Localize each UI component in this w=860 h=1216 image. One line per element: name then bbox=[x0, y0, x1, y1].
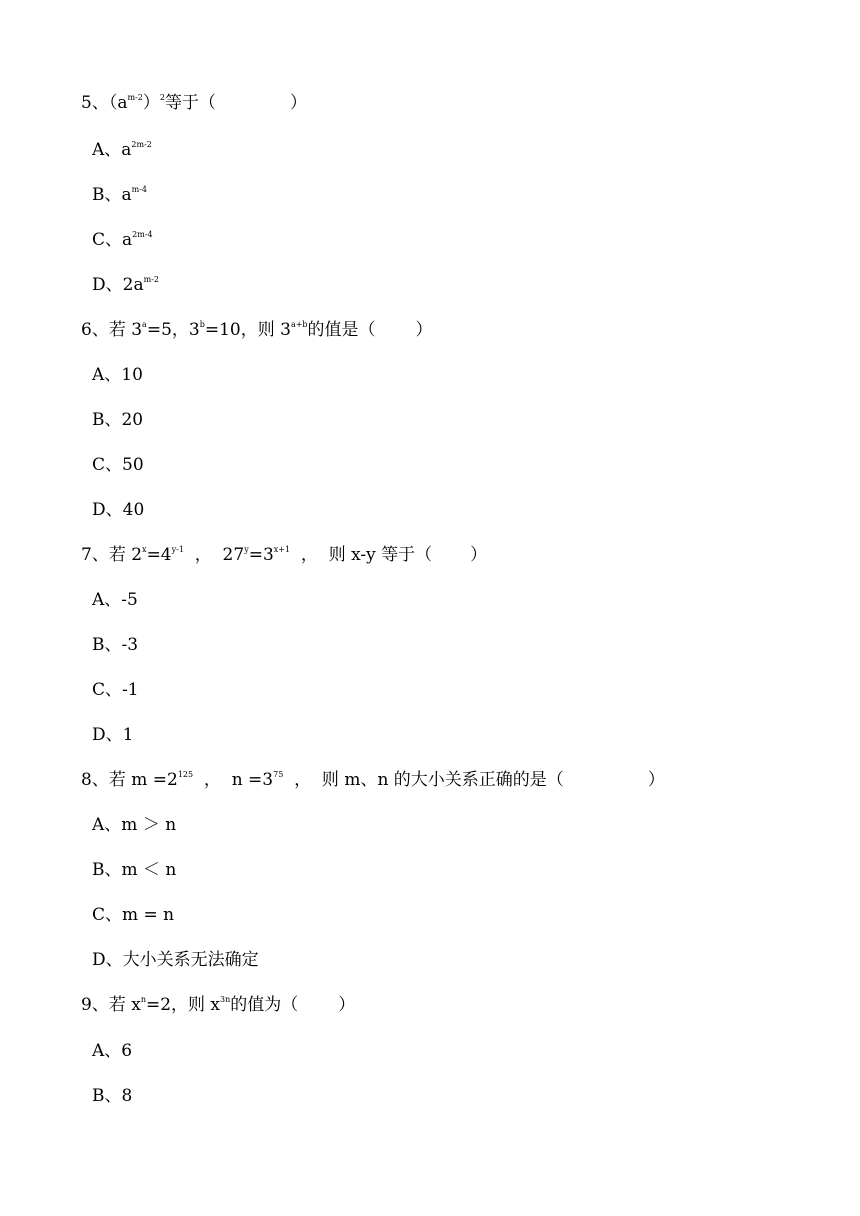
question-8-option-c: C、m = n bbox=[92, 905, 175, 925]
question-6-option-c: C、50 bbox=[92, 455, 144, 475]
question-9-option-a: A、6 bbox=[92, 1041, 133, 1061]
question-6-stem: 6、若 $3^a=5$，$3^b=10$，则 $3^{a+b}$的值是（ ） bbox=[81, 320, 433, 340]
question-8-option-b: B、m ＜ n bbox=[92, 860, 177, 880]
question-9-stem: 9、若 $x^n=2$，则 $x^{3n}$的值为（ ） bbox=[81, 995, 356, 1015]
question-8-option-d: D、大小关系无法确定 bbox=[92, 950, 259, 970]
question-7-option-d: D、1 bbox=[92, 725, 134, 745]
question-5-stem: 5、$(a^{m-2})^2$等于（ ） bbox=[81, 93, 307, 113]
question-8-option-a: A、m ＞ n bbox=[92, 815, 177, 835]
question-8-stem: 8、若 $m =2^{125}$ ， $n =3^{75}$ ， 则 m、n 的大小关系正确的是（ ） bbox=[81, 770, 665, 790]
question-5-option-b: B、$a^{m-4}$ bbox=[92, 185, 148, 205]
question-7-stem: 7、若 $2^x=4^{y-1}$ ， $27^y=3^{x+1}$ ， 则 x-y 等于（ ） bbox=[81, 545, 488, 565]
question-6-option-a: A、10 bbox=[92, 365, 143, 385]
question-5-option-c: C、$a^{2m-4}$ bbox=[92, 230, 153, 250]
question-5-option-a: A、$a^{2m-2}$ bbox=[92, 140, 152, 160]
question-9-option-b: B、8 bbox=[92, 1086, 133, 1106]
question-5-option-d: D、$2a^{m-2}$ bbox=[92, 275, 159, 295]
question-6-option-d: D、40 bbox=[92, 500, 145, 520]
question-7-option-a: A、-5 bbox=[92, 590, 138, 610]
question-7-option-c: C、-1 bbox=[92, 680, 139, 700]
question-6-option-b: B、20 bbox=[92, 410, 144, 430]
question-7-option-b: B、-3 bbox=[92, 635, 139, 655]
